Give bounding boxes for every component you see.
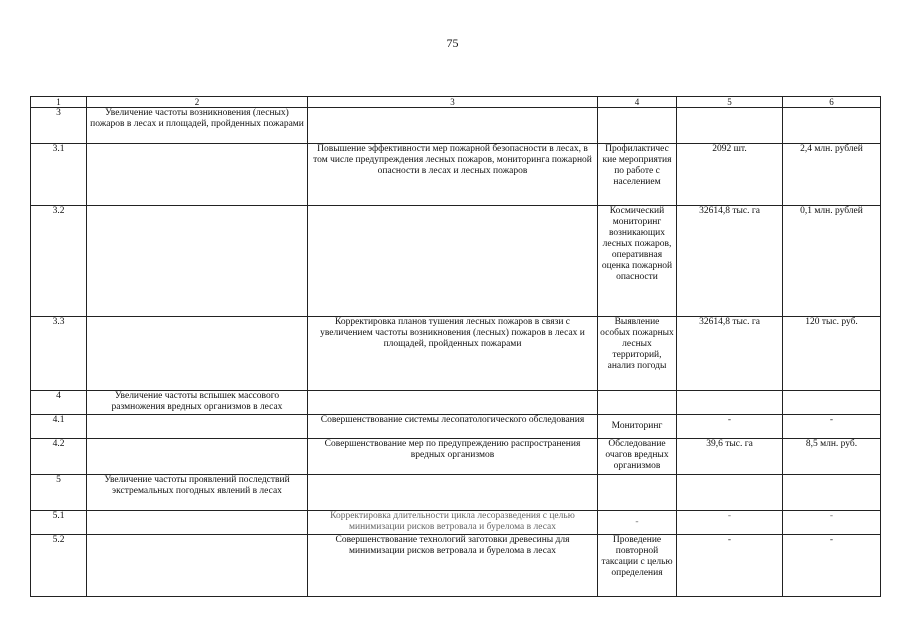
cost-cell: - [783,511,881,535]
table-row [31,535,881,597]
risk-cell [87,317,308,391]
header-cell-2: 2 [87,97,308,108]
cost-cell [783,108,881,144]
measure-cell: Корректировка планов тушения лесных пожаров в связи с увеличением частоты возникновения (лесных) пожаров в лесах и площадей, пройденных пожарами [308,317,598,391]
measure-cell [308,391,598,415]
volume-cell [677,391,783,415]
page-number: 75 [446,36,459,50]
risk-cell: Увеличение частоты проявлений последствий экстремальных погодных явлений в лесах [87,475,308,511]
risk-cell: Увеличение частоты возникновения (лесных) пожаров в лесах и площадей, пройденных пожарами [87,108,308,144]
activity-cell: Профилактичес кие мероприятия по работе с населением [598,144,677,206]
volume-cell: 32614,8 тыс. га [677,206,783,317]
measure-cell: Повышение эффективности мер пожарной безопасности в лесах, в том числе предупреждения лесных пожаров, мониторинга пожарной опасности в лесах и лесных пожаров [308,144,598,206]
cost-cell: 8,5 млн. руб. [783,439,881,475]
volume-cell: 39,6 тыс. га [677,439,783,475]
row-number: 3 [31,108,87,144]
table-row [31,108,881,144]
table-row [31,511,881,535]
header-cell-1: 1 [31,97,87,108]
activity-cell [598,391,677,415]
table-row [31,317,881,391]
header-cell-6: 6 [783,97,881,108]
risk-cell [87,144,308,206]
header-cell-3: 3 [308,97,598,108]
table-row [31,144,881,206]
volume-cell: 32614,8 тыс. га [677,317,783,391]
risk-cell [87,535,308,597]
row-number: 4 [31,391,87,415]
risk-cell [87,415,308,439]
measure-cell: Совершенствование системы лесопатологического обследования [308,415,598,439]
activity-cell [598,108,677,144]
volume-cell: - [677,415,783,439]
activity-cell: Мониторинг [598,415,677,439]
measure-cell [308,206,598,317]
activity-cell: - [598,511,677,535]
cost-cell: 0,1 млн. рублей [783,206,881,317]
row-number: 5.1 [31,511,87,535]
row-number: 5.2 [31,535,87,597]
row-number: 5 [31,475,87,511]
row-number: 4.1 [31,415,87,439]
measure-cell [308,108,598,144]
cost-cell: 2,4 млн. рублей [783,144,881,206]
activity-cell: Проведение повторной таксации с целью определения [598,535,677,597]
table-row [31,415,881,439]
risk-cell [87,439,308,475]
risk-cell [87,511,308,535]
table-row [31,391,881,415]
cost-cell: 120 тыс. руб. [783,317,881,391]
volume-cell: - [677,511,783,535]
table-row [31,439,881,475]
risk-cell: Увеличение частоты вспышек массового размножения вредных организмов в лесах [87,391,308,415]
cost-cell [783,391,881,415]
header-cell-4: 4 [598,97,677,108]
cost-cell: - [783,535,881,597]
volume-cell: - [677,535,783,597]
row-number: 3.3 [31,317,87,391]
table-row [31,475,881,511]
row-number: 4.2 [31,439,87,475]
measure-cell: Совершенствование технологий заготовки древесины для минимизации рисков ветровала и бурелома в лесах [308,535,598,597]
row-number: 3.2 [31,206,87,317]
measure-cell: Корректировка длительности цикла лесоразведения с целью минимизации рисков ветровала и бурелома в лесах [308,511,598,535]
header-cell-5: 5 [677,97,783,108]
activity-cell [598,475,677,511]
activity-cell: Обследование очагов вредных организмов [598,439,677,475]
activity-cell: Выявление особых пожарных лесных территорий, анализ погоды [598,317,677,391]
volume-cell [677,475,783,511]
measure-cell: Совершенствование мер по предупреждению распространения вредных организмов [308,439,598,475]
cost-cell [783,475,881,511]
volume-cell [677,108,783,144]
header-row [31,97,881,108]
table-row [31,206,881,317]
measure-cell [308,475,598,511]
risk-cell [87,206,308,317]
volume-cell: 2092 шт. [677,144,783,206]
row-number: 3.1 [31,144,87,206]
activity-cell: Космический мониторинг возникающих лесных пожаров, оперативная оценка пожарной опасности [598,206,677,317]
adaptation-measures-table [30,96,881,597]
cost-cell: - [783,415,881,439]
